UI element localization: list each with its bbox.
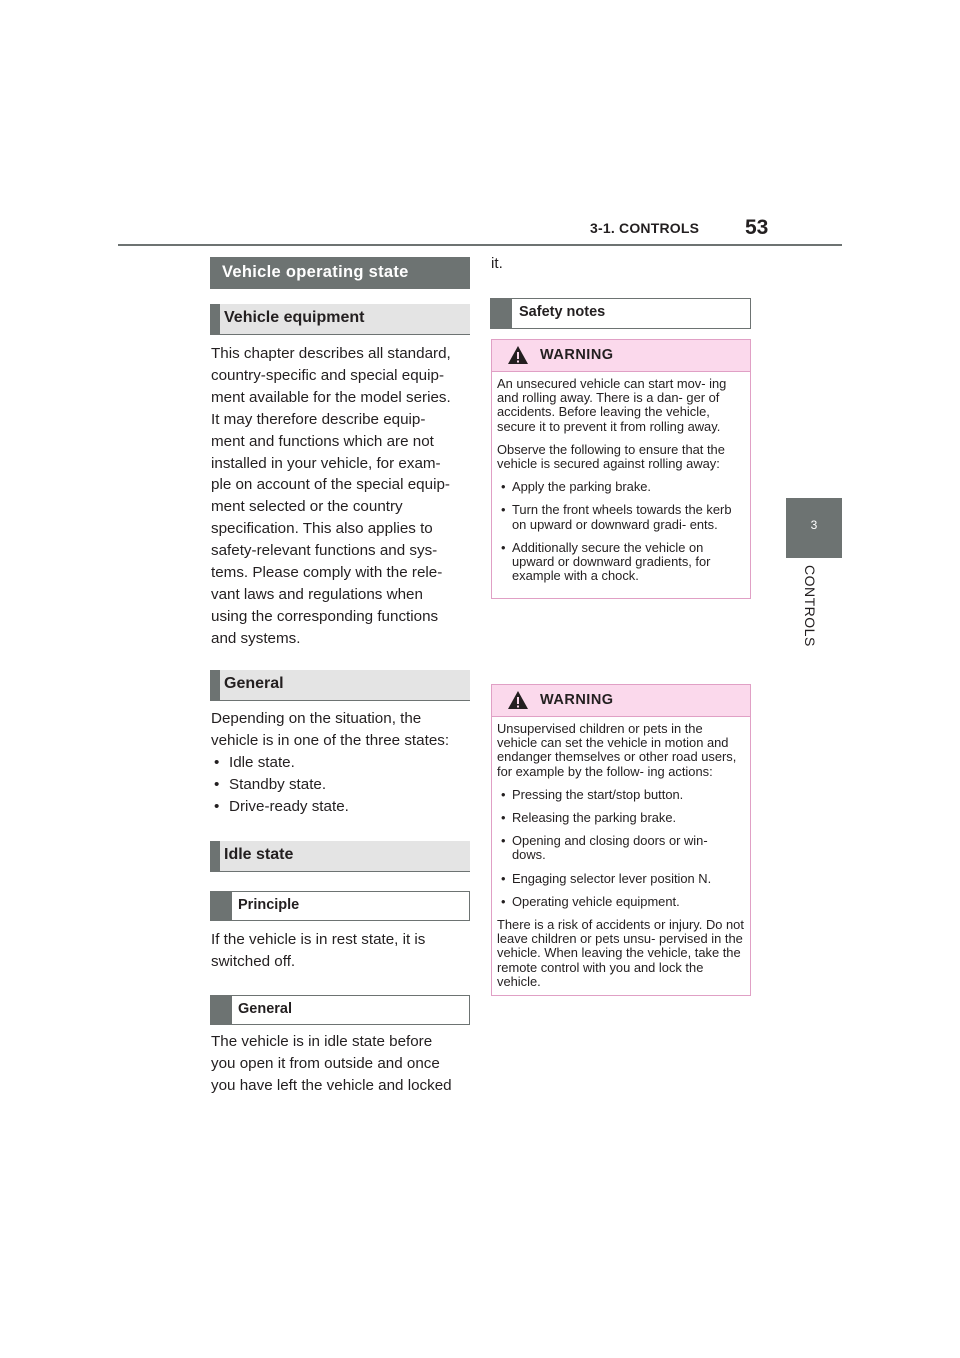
warning-title: WARNING — [540, 347, 614, 363]
heading-bar — [210, 841, 220, 871]
heading-bar — [210, 670, 220, 700]
warning-paragraph: Observe the following to ensure that the vehicle is secured against rolling away: — [497, 441, 725, 472]
warning-header — [492, 685, 750, 717]
warning-triangle-icon — [507, 690, 529, 710]
list-item: • Turn the front wheels towards the kerb on upward or downward gradi- ents. — [497, 503, 744, 531]
list-item: • Engaging selector lever position N. — [497, 872, 744, 886]
list-item: • Releasing the parking brake. — [497, 811, 744, 825]
heading-text: General — [224, 675, 284, 692]
page-number: 53 — [745, 216, 769, 239]
list-item: • Standby state. — [211, 774, 473, 796]
state-list — [211, 752, 473, 818]
warning-paragraph: An unsecured vehicle can start mov- ing and rolling away. There is a dan- ger of accidents. Before leaving the vehicle, secure it to prevent it from rolling away. — [497, 376, 727, 434]
list-item: • Additionally secure the vehicle on upward or downward gradients, for example with a chock. — [497, 541, 744, 584]
list-item: • Operating vehicle equipment. — [497, 895, 744, 909]
principle-text: If the vehicle is in rest state, it is switched off. — [211, 931, 426, 970]
warning-box-vehicle-rolling — [491, 339, 751, 599]
chapter-label: CONTROLS — [802, 565, 818, 647]
heading-text: Idle state — [224, 846, 294, 863]
warning-paragraph: Unsupervised children or pets in the vehicle can set the vehicle in motion and endanger themselves or other road users, for example by the follow- ing actions: — [497, 721, 737, 779]
header-rule — [118, 244, 842, 246]
heading-bar — [211, 996, 232, 1024]
warning-paragraph: There is a risk of accidents or injury. Do not leave children or pets unsu- pervised in the vehicle. When leaving the vehicle, take the remote control with you and lock the vehicle. — [497, 917, 744, 989]
warning-list — [497, 788, 744, 909]
warning-triangle-icon — [507, 345, 529, 365]
warning-title: WARNING — [540, 692, 614, 708]
warning-body — [492, 717, 750, 995]
heading-text: Safety notes — [519, 304, 606, 320]
warning-box-unsupervised — [491, 684, 751, 996]
vehicle-equipment-text: This chapter describes all standard, country-specific and special equip- ment available for the model series. It may therefore describe equip- ment and functions which are not installed in your vehicle, for exam- ple on account of the special equip- ment selected or the country specification. This also applies to safety-relevant functions and sys- tems. Please comply with the rele- vant laws and regulations when using the corresponding functions and systems. — [211, 345, 451, 647]
heading-text: Vehicle equipment — [224, 309, 365, 326]
heading-bar — [210, 304, 220, 334]
list-item: • Apply the parking brake. — [497, 480, 744, 494]
list-item: • Drive-ready state. — [211, 796, 473, 818]
chapter-number: 3 — [810, 518, 818, 532]
general-text: Depending on the situation, the vehicle is in one of the three states: — [211, 710, 450, 749]
principle-heading — [210, 891, 470, 921]
list-item: • Idle state. — [211, 752, 473, 774]
list-item: • Pressing the start/stop button. — [497, 788, 744, 802]
idle-general-heading — [210, 995, 470, 1025]
warning-body — [492, 372, 750, 598]
vehicle-equipment-heading — [210, 304, 470, 335]
warning-header — [492, 340, 750, 372]
list-item: • Opening and closing doors or win- dows. — [497, 834, 744, 862]
safety-notes-heading — [490, 298, 751, 329]
idle-general-text: The vehicle is in idle state before you open it from outside and once you have left the vehicle and locked — [211, 1033, 452, 1094]
heading-bar — [211, 892, 232, 920]
general-heading — [210, 670, 470, 701]
idle-state-heading — [210, 841, 470, 872]
heading-text: Principle — [238, 897, 300, 913]
main-heading: Vehicle operating state — [210, 257, 470, 289]
section-title: 3-1. CONTROLS — [590, 220, 700, 236]
heading-bar — [491, 299, 512, 328]
heading-text: General — [238, 1001, 292, 1017]
continuation-text: it. — [491, 255, 503, 272]
warning-list — [497, 480, 744, 583]
